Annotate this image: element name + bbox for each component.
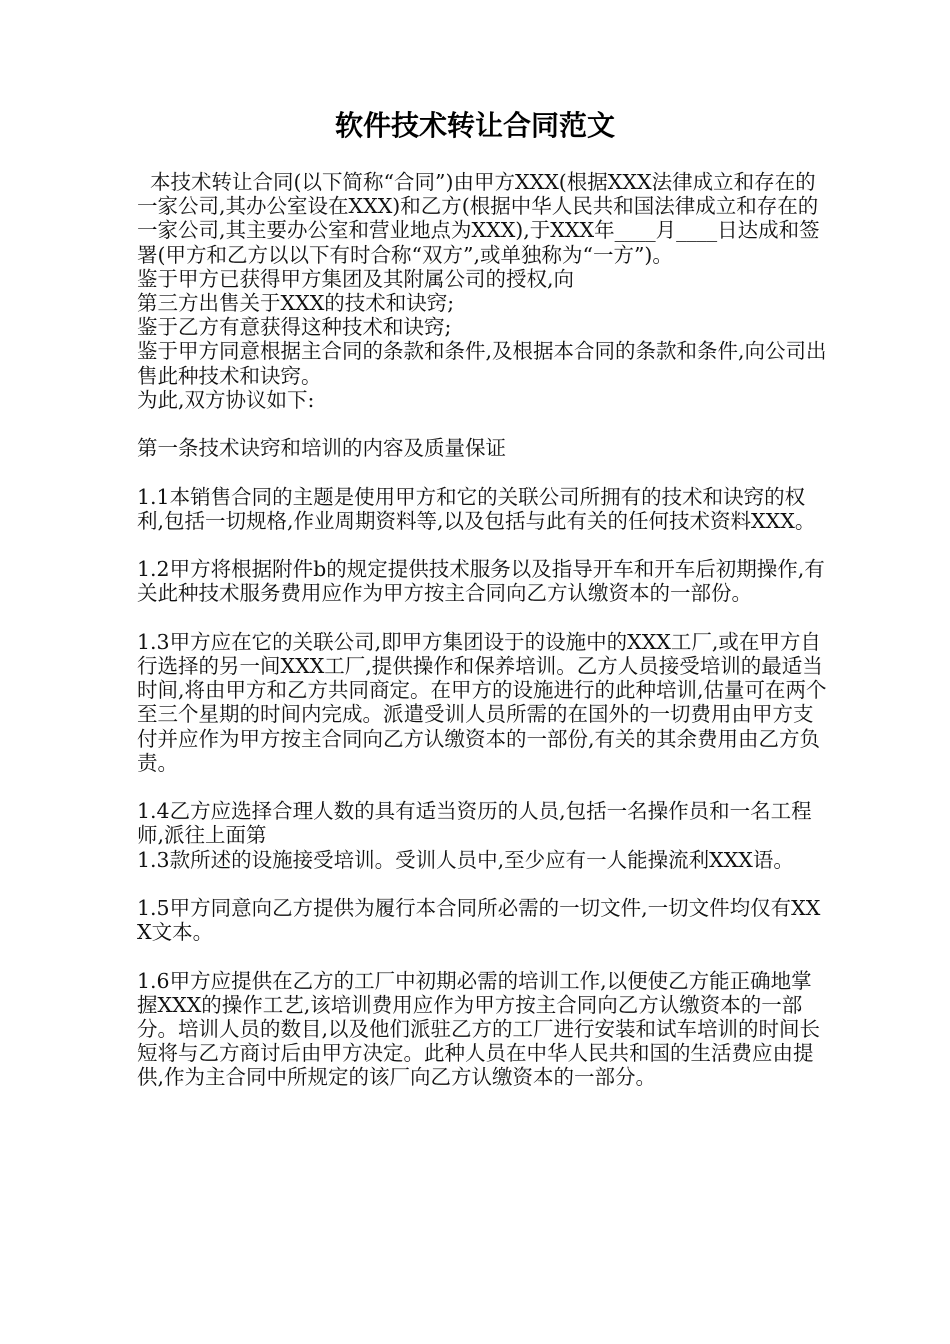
paragraph: 1.4乙方应选择合理人数的具有适当资历的人员,包括一名操作员和一名工程师,派往上面第 (137, 799, 812, 848)
paragraph: 鉴于乙方有意获得这种技术和诀窍; (137, 315, 452, 340)
paragraph-spacer (137, 872, 827, 896)
paragraph-spacer (137, 606, 827, 630)
document-body (137, 170, 827, 1090)
paragraph: 1.1本销售合同的主题是使用甲方和它的关联公司所拥有的技术和诀窍的权利,包括一切规格,作业周期资料等,以及包括与此有关的任何技术资料XXX。 (137, 484, 816, 533)
paragraph: 1.3甲方应在它的关联公司,即甲方集团设于的设施中的XXX工厂,或在甲方自行选择的另一间XXX工厂,提供操作和保养培训。乙方人员接受培训的最适当时间,将由甲方和乙方共同商定。在甲方的设施进行的此种培训,估量可在两个至三个星期的时间内完成。派遣受训人员所需的在国外的一切费用由甲方支付并应作为甲方按主合同向乙方认缴资本的一部份,有关的其余费用由乙方负责。 (137, 629, 827, 775)
paragraph-spacer (137, 944, 827, 968)
paragraph: 1.5甲方同意向乙方提供为履行本合同所必需的一切文件,一切文件均仅有XXX文本。 (137, 896, 821, 945)
paragraph: 1.3款所述的设施接受培训。受训人员中,至少应有一人能操流利XXX语。 (137, 847, 794, 872)
paragraph-spacer (137, 460, 827, 484)
paragraph: 为此,双方协议如下: (137, 387, 315, 412)
paragraph-spacer (137, 775, 827, 799)
paragraph-spacer (137, 412, 827, 436)
paragraph-spacer (137, 533, 827, 557)
paragraph: 1.2甲方将根据附件b的规定提供技术服务以及指导开车和开车后初期操作,有关此种技术服务费用应作为甲方按主合同向乙方认缴资本的一部份。 (137, 557, 825, 606)
paragraph: 鉴于甲方已获得甲方集团及其附属公司的授权,向 (137, 266, 575, 291)
paragraph: 鉴于甲方同意根据主合同的条款和条件,及根据本合同的条款和条件,向公司出售此种技术和诀窍。 (137, 339, 827, 388)
document-title: 软件技术转让合同范文 (334, 109, 615, 142)
paragraph: 本技术转让合同(以下简称“合同”)由甲方XXX(根据XXX法律成立和存在的一家公司,其办公室设在XXX)和乙方(根据中华人民共和国法律成立和存在的一家公司,其主要办公室和营业地点为XXX),于XXX年____月____日达成和签署(甲方和乙方以以下有时合称“双方”,或单独称为“一方”)。 (137, 170, 820, 267)
paragraph: 第三方出售关于XXX的技术和诀窍; (137, 291, 455, 316)
paragraph: 1.6甲方应提供在乙方的工厂中初期必需的培训工作,以便使乙方能正确地掌握XXX的操作工艺,该培训费用应作为甲方按主合同向乙方认缴资本的一部分。培训人员的数目,以及他们派驻乙方的工厂进行安装和试车培训的时间长短将与乙方商讨后由甲方决定。此种人员在中华人民共和国的生活费应由提供,作为主合同中所规定的该厂向乙方认缴资本的一部分。 (137, 968, 821, 1090)
paragraph: 第一条技术诀窍和培训的内容及质量保证 (137, 436, 506, 461)
